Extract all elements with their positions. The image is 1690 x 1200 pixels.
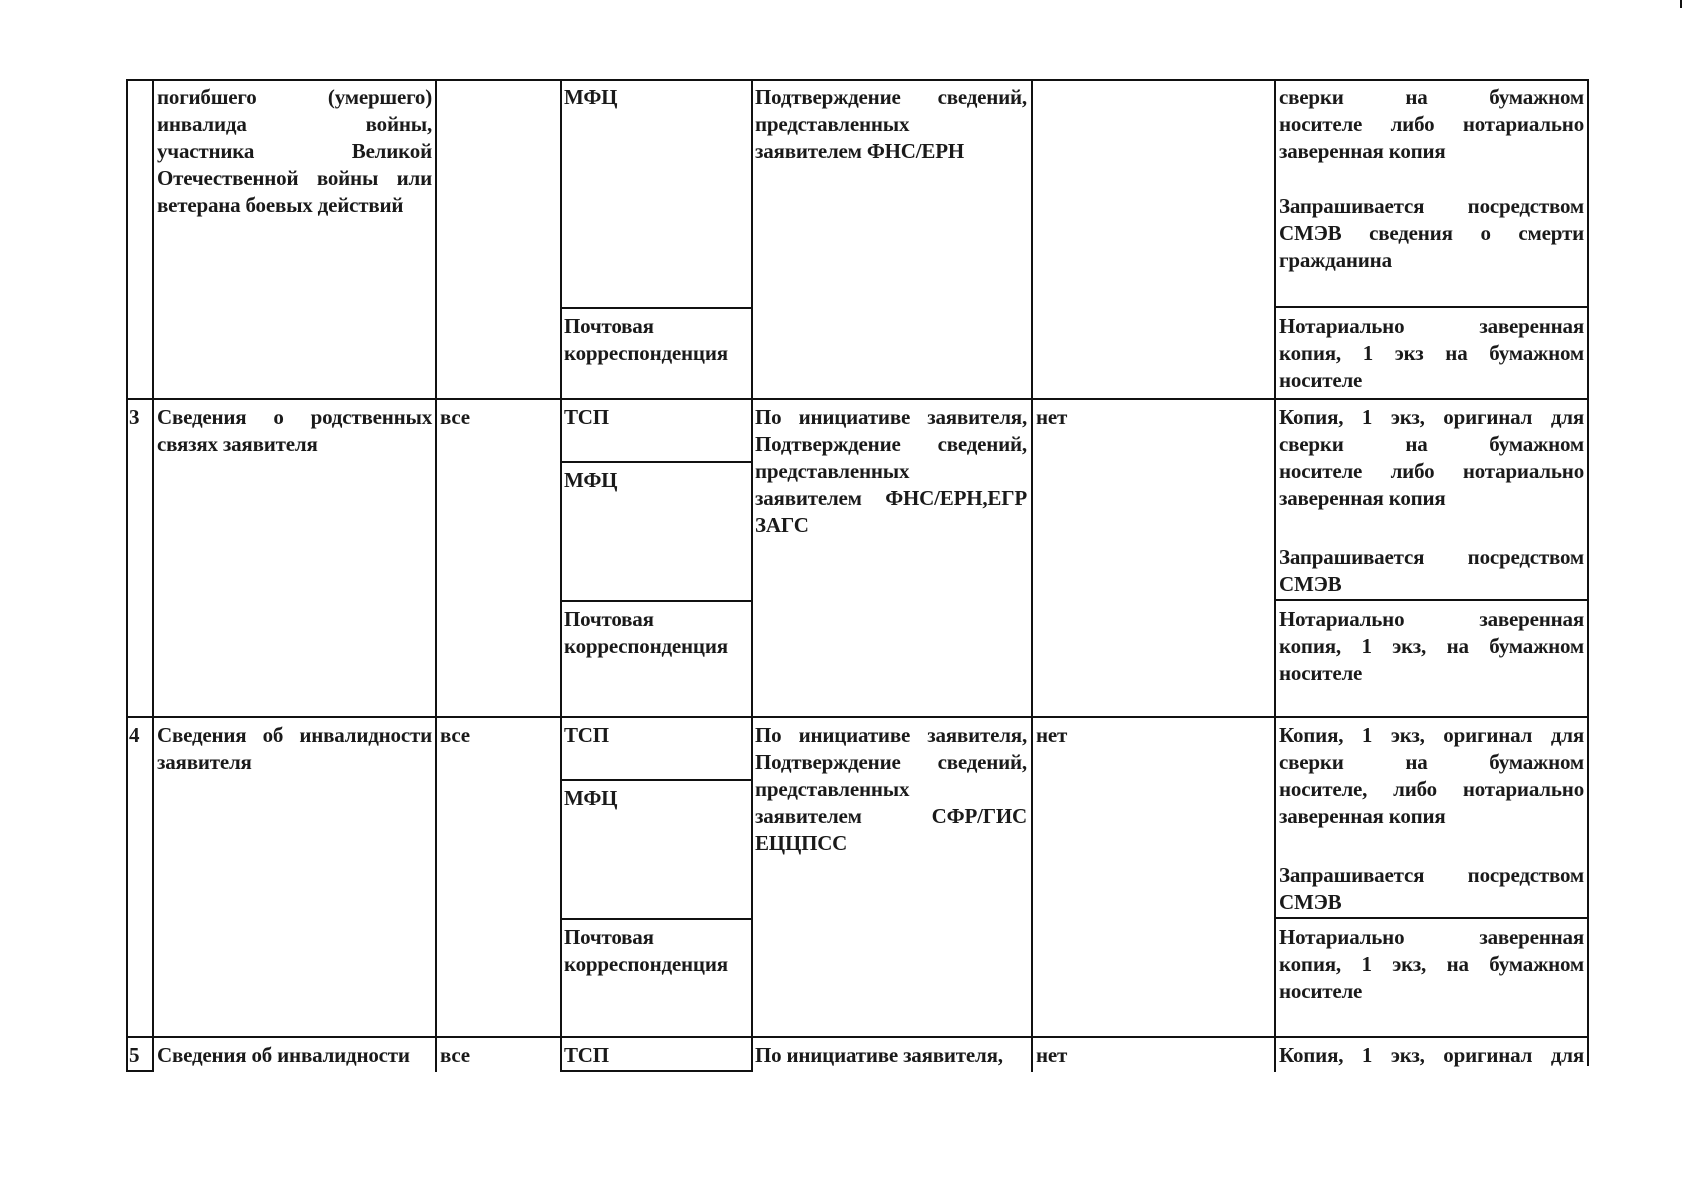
row-cont-remark-3 <box>1279 313 1584 394</box>
row-cont-source <box>755 84 1027 165</box>
text-line: ЕЦЦПСС <box>755 831 848 855</box>
rule-channel-3b <box>560 600 752 602</box>
row-4-channel-tsp: ТСП <box>564 723 609 747</box>
rule-remark-3a <box>1274 599 1589 601</box>
row-3-remark-3 <box>1279 606 1584 687</box>
rule-row-3 <box>126 398 1589 400</box>
text-line: Нотариально заверенная <box>1279 314 1584 338</box>
rule-remark-4a <box>1274 917 1589 919</box>
text-line: ветерана боевых действий <box>157 193 404 217</box>
row-cont-remark-2 <box>1279 193 1584 274</box>
rule-row-5 <box>126 1036 1589 1038</box>
text-line: связях заявителя <box>157 432 318 456</box>
col-border-num <box>152 79 154 1072</box>
text-line: носителе <box>1279 979 1363 1003</box>
row-4-remark-1 <box>1279 722 1584 830</box>
text-line: Сведения о родственных <box>157 405 432 429</box>
row-5-number: 5 <box>129 1043 140 1067</box>
rule-channel-1a <box>560 307 752 309</box>
text-line: СМЭВ <box>1279 572 1342 596</box>
text-line: представленных <box>755 777 910 801</box>
text-line: заверенная копия <box>1279 486 1446 510</box>
text-line: СМЭВ сведения о смерти <box>1279 221 1584 245</box>
row-3-name <box>157 404 432 458</box>
col-border-right <box>1587 79 1589 1066</box>
row-3-remark-1 <box>1279 404 1584 512</box>
text-line: Нотариально заверенная <box>1279 925 1584 949</box>
corner-mark <box>1680 0 1682 8</box>
text-line: СМЭВ <box>1279 890 1342 914</box>
row-4-channel-mfc: МФЦ <box>564 786 618 810</box>
text-line: носителе <box>1279 661 1363 685</box>
row-3-source <box>755 404 1027 539</box>
text-line: ЗАГС <box>755 513 809 537</box>
row-cont-channel-post: Почтовая корреспонденция <box>564 314 728 365</box>
col-border-interdept <box>1274 79 1276 1072</box>
col-border-channel-left <box>560 79 562 1072</box>
rule-top <box>126 79 1589 81</box>
text-line: Копия, 1 экз, оригинал для <box>1279 1043 1584 1067</box>
col-border-channel-right <box>751 79 753 1072</box>
text-line: копия, 1 экз, на бумажном <box>1279 634 1584 658</box>
row-5-scope: все <box>440 1043 470 1067</box>
col-border-source <box>1031 79 1033 1072</box>
col-border-name <box>435 79 437 1072</box>
rule-channel-4a <box>560 779 752 781</box>
text-line: сверки на бумажном <box>1279 750 1584 774</box>
text-line: носителе, либо нотариально <box>1279 777 1584 801</box>
text-line: Отечественной войны или <box>157 166 432 190</box>
text-line: представленных <box>755 459 910 483</box>
row-4-remark-2 <box>1279 862 1584 916</box>
row-4-scope: все <box>440 723 470 747</box>
text-line: погибшего (умершего) <box>157 85 432 109</box>
row-cont-channel-mfc: МФЦ <box>564 85 618 109</box>
text-line: Подтверждение сведений, <box>755 432 1027 456</box>
text-line: носителе <box>1279 368 1363 392</box>
text-line: копия, 1 экз, на бумажном <box>1279 952 1584 976</box>
row-5-remark-1 <box>1279 1042 1584 1069</box>
rule-channel-4b <box>560 918 752 920</box>
row-4-name <box>157 722 432 776</box>
text-line: Копия, 1 экз, оригинал для <box>1279 405 1584 429</box>
row-3-channel-mfc: МФЦ <box>564 468 618 492</box>
row-cont-name <box>157 84 432 219</box>
text-line: заявителем ФНС/ЕРН <box>755 139 964 163</box>
row-3-scope: все <box>440 405 470 429</box>
text-line: Запрашивается посредством <box>1279 863 1584 887</box>
text-line: Подтверждение сведений, <box>755 85 1027 109</box>
text-line: Копия, 1 экз, оригинал для <box>1279 723 1584 747</box>
row-4-channel-post: Почтовая корреспонденция <box>564 925 728 976</box>
row-5-source <box>755 1042 1027 1069</box>
row-3-number: 3 <box>129 405 140 429</box>
text-line: По инициативе заявителя, <box>755 1043 1003 1067</box>
rule-remark-1a <box>1274 306 1589 308</box>
row-cont-remark-1 <box>1279 84 1584 165</box>
rule-row-4 <box>126 716 1589 718</box>
rule-num-5-bottom <box>126 1070 154 1072</box>
col-border-left <box>126 79 128 1072</box>
text-line: По инициативе заявителя, <box>755 723 1027 747</box>
rule-channel-3a <box>560 461 752 463</box>
row-4-interdept: нет <box>1036 723 1068 747</box>
text-line: сверки на бумажном <box>1279 85 1584 109</box>
text-line: заявителем СФР/ГИС <box>755 804 1027 828</box>
text-line: Запрашивается посредством <box>1279 545 1584 569</box>
text-line: заявителем ФНС/ЕРН,ЕГР <box>755 486 1027 510</box>
text-line: инвалида войны, <box>157 112 432 136</box>
row-4-source <box>755 722 1027 857</box>
row-3-interdept: нет <box>1036 405 1068 429</box>
text-line: участника Великой <box>157 139 432 163</box>
text-line: носителе либо нотариально <box>1279 459 1584 483</box>
row-3-remark-2 <box>1279 544 1584 598</box>
text-line: Сведения об инвалидности <box>157 723 432 747</box>
text-line: заявителя <box>157 750 252 774</box>
row-4-remark-3 <box>1279 924 1584 1005</box>
text-line: Запрашивается посредством <box>1279 194 1584 218</box>
text-line: носителе либо нотариально <box>1279 112 1584 136</box>
text-line: представленных <box>755 112 910 136</box>
text-line: Нотариально заверенная <box>1279 607 1584 631</box>
row-4-number: 4 <box>129 723 140 747</box>
rule-channel-5-bottom <box>560 1070 752 1072</box>
row-5-interdept: нет <box>1036 1043 1068 1067</box>
text-line: гражданина <box>1279 248 1392 272</box>
text-line: заверенная копия <box>1279 139 1446 163</box>
text-line: заверенная копия <box>1279 804 1446 828</box>
text-line: По инициативе заявителя, <box>755 405 1027 429</box>
row-5-channel-tsp: ТСП <box>564 1043 609 1067</box>
row-3-channel-tsp: ТСП <box>564 405 609 429</box>
text-line: Сведения об инвалидности <box>157 1043 410 1067</box>
text-line: Подтверждение сведений, <box>755 750 1027 774</box>
row-3-channel-post: Почтовая корреспонденция <box>564 607 728 658</box>
row-5-name <box>157 1042 432 1069</box>
text-line: сверки на бумажном <box>1279 432 1584 456</box>
text-line: копия, 1 экз на бумажном <box>1279 341 1584 365</box>
